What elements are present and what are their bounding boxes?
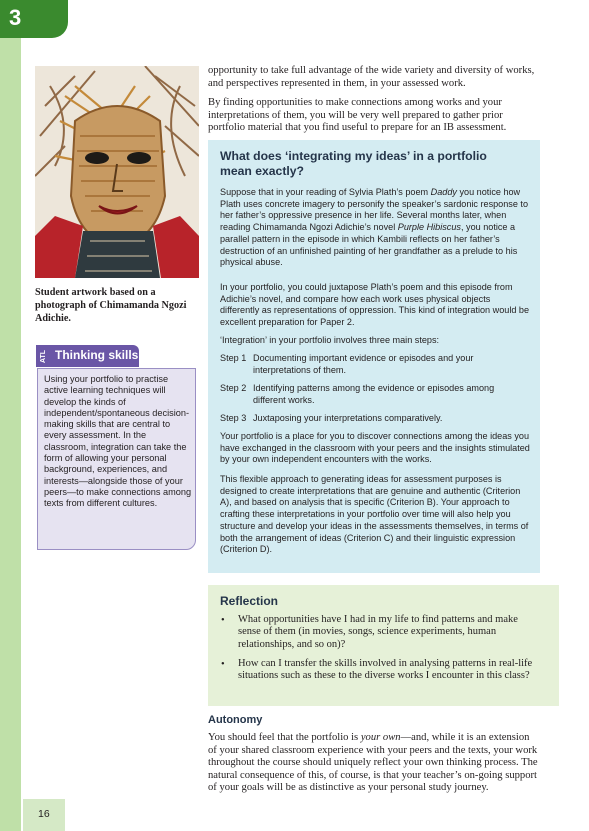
integrating-paragraph-4: Your portfolio is a place for you to discover connections among the ideas you have exchanged in the classroom with your peers and the insights stimulated by your own independent encounters with the works. (220, 431, 530, 465)
integrating-ideas-title: What does ‘integrating my ideas’ in a portfolio mean exactly? (220, 149, 487, 178)
atl-tag: ATL (40, 349, 47, 363)
autonomy-paragraph (208, 732, 540, 795)
integrating-paragraph-2: In your portfolio, you could juxtapose Plath’s poem and this episode from Adichie’s novel, and compare how each work uses physical objects differently as representations of oppression. This kind of integration would be excellent preparation for Paper 2. (220, 282, 530, 328)
autonomy-text-b: —and, while it is an extension of your shared classroom experience with your peers and the texts, your work throughout the course should uniquely reflect your own thinking process. The natural consequence of this, of course, is that your teacher’s on-going support of your goals will be as distinctive as your personal study journey. (208, 732, 538, 794)
bullet-marker: • (221, 615, 225, 626)
step-text: Documenting important evidence or episodes and your interpretations of them. (253, 353, 474, 375)
integrating-paragraph-3: ‘Integration’ in your portfolio involves three main steps: (220, 335, 440, 345)
step-label: Step 2 (220, 383, 247, 393)
bullet-marker: • (221, 659, 225, 670)
step-text: Juxtaposing your interpretations comparatively. (253, 413, 443, 423)
autonomy-text-a: You should feel that the portfolio is (208, 732, 361, 743)
autonomy-emphasis: your own (360, 732, 401, 743)
poem-title: Daddy (430, 187, 457, 197)
student-artwork-image (35, 66, 199, 278)
intro-paragraph-1: opportunity to take full advantage of the wide variety and diversity of works, and perspectives represented in them, in your assessed work. (208, 65, 535, 89)
chapter-tab (0, 0, 68, 38)
thinking-skills-title: Thinking skills (55, 348, 139, 362)
intro-paragraph-2: By finding opportunities to make connections among works and your interpretations of them, you will be very well prepared to gather prior portfolio material that you find useful to prepare for an IB assessment. (208, 97, 507, 134)
autonomy-title: Autonomy (208, 714, 263, 726)
step-label: Step 3 (220, 413, 247, 423)
artwork-portrait-illustration (35, 66, 199, 278)
chapter-number: 3 (9, 5, 22, 30)
novel-title: Purple Hibiscus (397, 222, 461, 233)
page-number: 16 (38, 808, 50, 820)
integrating-paragraph-1 (220, 187, 532, 269)
step-text: Identifying patterns among the evidence or episodes among different works. (253, 383, 495, 405)
p1-text-b: you notice how Plath uses concrete imagery to personify the speaker’s sardonic response to her father’s oppressive presence in her life. Several months later, when reading Chimamanda Ngozi Adichie’s novel (220, 187, 529, 233)
figure-caption: Student artwork based on a photograph of Chimamanda Ngozi Adichie. (35, 287, 187, 324)
thinking-skills-header (36, 345, 139, 367)
p1-text-a: Suppose that in your reading of Sylvia Plath’s poem (220, 187, 431, 197)
p1-text-c: , you notice a parallel pattern in the episode in which Kambili reflects on her father’s destruction of an unfinished painting of her grandfather as a prelude to his physical abuse. (220, 222, 518, 268)
reflection-bullet-1: What opportunities have I had in my life to find patterns and make sense of them (in movies, songs, science experiments, human relationships, and so on)? (238, 614, 518, 650)
step-label: Step 1 (220, 353, 247, 363)
left-margin-bar (0, 0, 21, 831)
thinking-skills-text: Using your portfolio to practise active learning techniques will develop the kinds of independent/spontaneous decision-making skills that are central to every assessment. In the classroom, integration can take the form of allowing your personal background, experiences, and interests—alongside those of your peers—to make connections among texts from different cultures. (44, 374, 192, 509)
integrating-paragraph-5: This flexible approach to generating ideas for assessment purposes is designed to create interpretations that are genuine and authentic (Criterion A), and based on analysis that is specific (Criterion B). Your approach to crafting these interpretations in your portfolio over time will also help you structure and develop your ideas in the assessments themselves, in terms of both the arrangement of ideas (Criterion C) and their linguistic expression (Criterion D). (220, 474, 529, 555)
reflection-bullet-2: How can I transfer the skills involved in analysing patterns in real-life situations such as these to the diverse works I encounter in this class? (238, 658, 533, 682)
reflection-title: Reflection (220, 594, 279, 608)
